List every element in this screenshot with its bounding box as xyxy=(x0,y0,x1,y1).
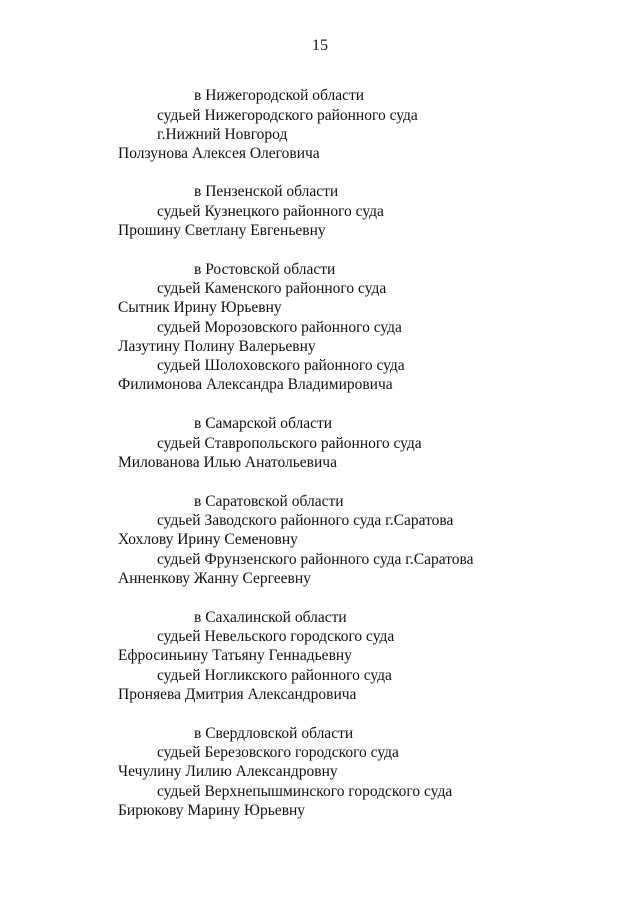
judge-name: Хохлову Ирину Семеновну xyxy=(118,531,298,548)
judge-name: Проняева Дмитрия Александровича xyxy=(118,686,357,703)
court-line: судьей Березовского городского суда xyxy=(157,744,399,761)
court-line: судьей Ставропольского районного суда xyxy=(157,435,422,452)
court-line: судьей Морозовского районного суда xyxy=(157,319,402,336)
judge-name: Ефросиньину Татьяну Геннадьевну xyxy=(118,647,352,664)
court-line: судьей Шолоховского районного суда xyxy=(157,357,405,374)
judge-name: Бирюкову Марину Юрьевну xyxy=(118,802,306,819)
court-line: судьей Нижегородского районного суда xyxy=(157,107,418,124)
judge-name: Прошину Светлану Евгеньевну xyxy=(118,222,326,239)
judge-name: Сытник Ирину Юрьевну xyxy=(118,299,282,316)
court-line: судьей Невельского городского суда xyxy=(157,628,395,645)
region-heading: в Сахалинской области xyxy=(194,609,347,626)
judge-name: Чечулину Лилию Александровну xyxy=(118,763,338,780)
region-heading: в Пензенской области xyxy=(194,183,339,200)
court-line: судьей Ногликского районного суда xyxy=(157,667,392,684)
judge-name: Ползунова Алексея Олеговича xyxy=(118,145,320,162)
region-heading: в Самарской области xyxy=(194,415,333,432)
region-heading: в Свердловской области xyxy=(194,725,354,742)
court-line: г.Нижний Новгород xyxy=(157,126,288,143)
court-line: судьей Заводского районного суда г.Саратова xyxy=(157,512,454,529)
judge-name: Анненкову Жанну Сергеевну xyxy=(118,570,311,587)
court-line: судьей Фрунзенского районного суда г.Саратова xyxy=(157,551,474,568)
region-heading: в Саратовской области xyxy=(194,493,344,510)
region-heading: в Ростовской области xyxy=(194,261,336,278)
region-heading: в Нижегородской области xyxy=(194,87,365,104)
court-line: судьей Кузнецкого районного суда xyxy=(157,203,384,220)
court-line: судьей Верхнепышминского городского суда xyxy=(157,783,453,800)
judge-name: Филимонова Александра Владимировича xyxy=(118,376,393,393)
page-number: 15 xyxy=(312,37,328,54)
judge-name: Лазутину Полину Валерьевну xyxy=(118,338,316,355)
judge-name: Милованова Илью Анатольевича xyxy=(118,454,337,471)
court-line: судьей Каменского районного суда xyxy=(157,280,387,297)
